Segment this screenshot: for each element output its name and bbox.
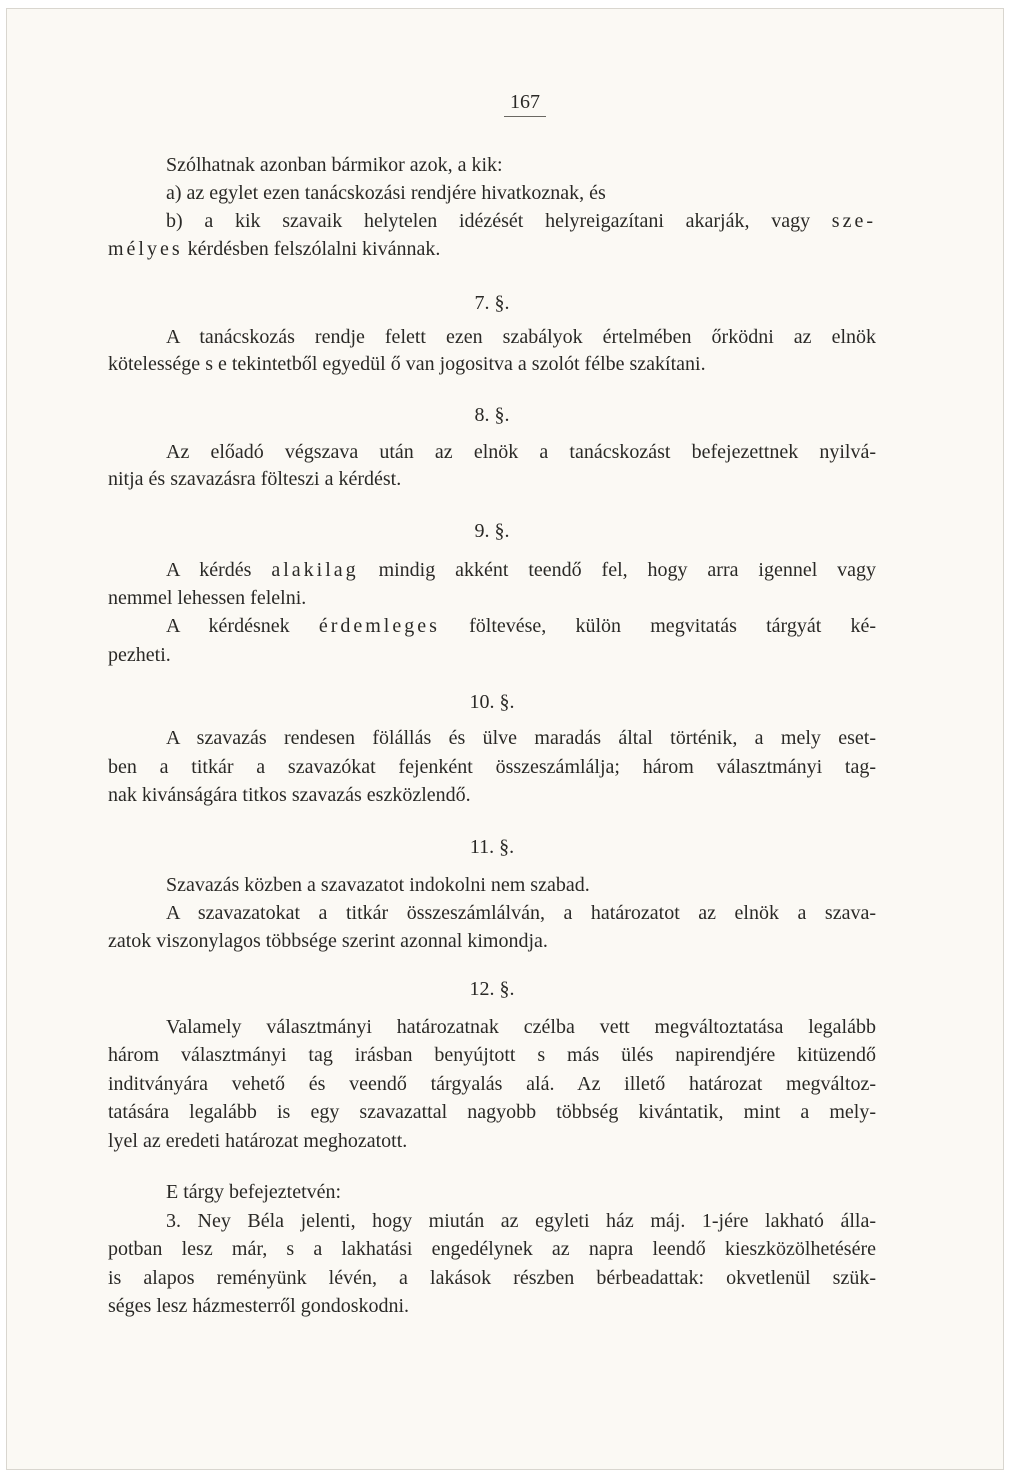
closing-line-2: 3. Ney Béla jelenti, hogy miután az egyleti ház máj. 1-jére lakható álla-: [166, 1210, 876, 1232]
section-11-line-2: A szavazatokat a titkár összeszámlálván, a határozatot az elnök a szava-: [166, 902, 876, 924]
section-10-line-2: ben a titkár a szavazókat fejenként összeszámlálja; három választmányi tag-: [108, 756, 876, 778]
section-8-line-1: Az előadó végszava után az elnök a tanácskozást befejezettnek nyilvá-: [166, 441, 876, 463]
section-11-line-1: Szavazás közben a szavazatot indokolni nem szabad.: [166, 874, 590, 896]
section-7-heading: 7. §.: [474, 292, 510, 314]
section-7-line-2: kötelessége s e tekintetből egyedül ő van jogositva a szolót félbe szakítani.: [108, 353, 706, 375]
section-9-line-4: pezheti.: [108, 644, 171, 666]
item-b-line-1: b) a kik szavaik helytelen idézését helyreigazítani akarják, vagy sze-: [166, 210, 876, 232]
section-12-line-2: három választmányi tag irásban benyújtott s más ülés napirendjére kitüzendő: [108, 1044, 876, 1066]
closing-line-4: is alapos reményünk lévén, a lakások részben bérbeadattak: okvetlenül szük-: [108, 1267, 876, 1289]
closing-line-3: potban lesz már, s a lakhatási engedélynek az napra leendő kieszközölhetésére: [108, 1238, 876, 1260]
section-12-line-5: lyel az eredeti határozat meghozatott.: [108, 1130, 408, 1152]
section-7-line-1: A tanácskozás rendje felett ezen szabályok értelmében őrködni az elnök: [166, 326, 876, 348]
section-10-line-1: A szavazás rendesen fölállás és ülve maradás által történik, a mely eset-: [166, 727, 876, 749]
section-9-line-3: A kérdésnek érdemleges föltevése, külön megvitatás tárgyát ké-: [166, 615, 877, 637]
section-10-heading: 10. §.: [469, 691, 515, 713]
section-9-line-2: nemmel lehessen felelni.: [108, 587, 307, 609]
page-number: 167: [107, 91, 943, 117]
section-8-line-2: nitja és szavazásra fölteszi a kérdést.: [108, 468, 402, 490]
section-12-line-3: inditványára vehető és veendő tárgyalás alá. Az illető határozat megváltoz-: [108, 1073, 876, 1095]
section-9-line-1: A kérdés alakilag mindig akként teendő fel, hogy arra igennel vagy: [166, 559, 877, 581]
section-9-heading: 9. §.: [474, 520, 510, 542]
intro-line: Szólhatnak azonban bármikor azok, a kik:: [166, 154, 503, 176]
document-page: [6, 8, 1004, 1470]
item-b-line-2: mélyes kérdésben felszólalni kivánnak.: [108, 238, 441, 260]
section-11-heading: 11. §.: [469, 836, 515, 858]
section-11-line-3: zatok viszonylagos többsége szerint azonnal kimondja.: [108, 930, 548, 952]
closing-line-1: E tárgy befejeztetvén:: [166, 1181, 342, 1203]
section-8-heading: 8. §.: [474, 404, 510, 426]
section-12-line-1: Valamely választmányi határozatnak czélba vett megváltoztatása legalább: [166, 1016, 876, 1038]
closing-line-5: séges lesz házmesterről gondoskodni.: [108, 1295, 410, 1317]
item-a-line: a) az egylet ezen tanácskozási rendjére hivatkoznak, és: [166, 182, 606, 204]
section-10-line-3: nak kivánságára titkos szavazás eszközlendő.: [108, 784, 471, 806]
section-12-line-4: tatására legalább is egy szavazattal nagyobb többség kivántatik, mint a mely-: [108, 1101, 876, 1123]
section-12-heading: 12. §.: [469, 978, 515, 1000]
